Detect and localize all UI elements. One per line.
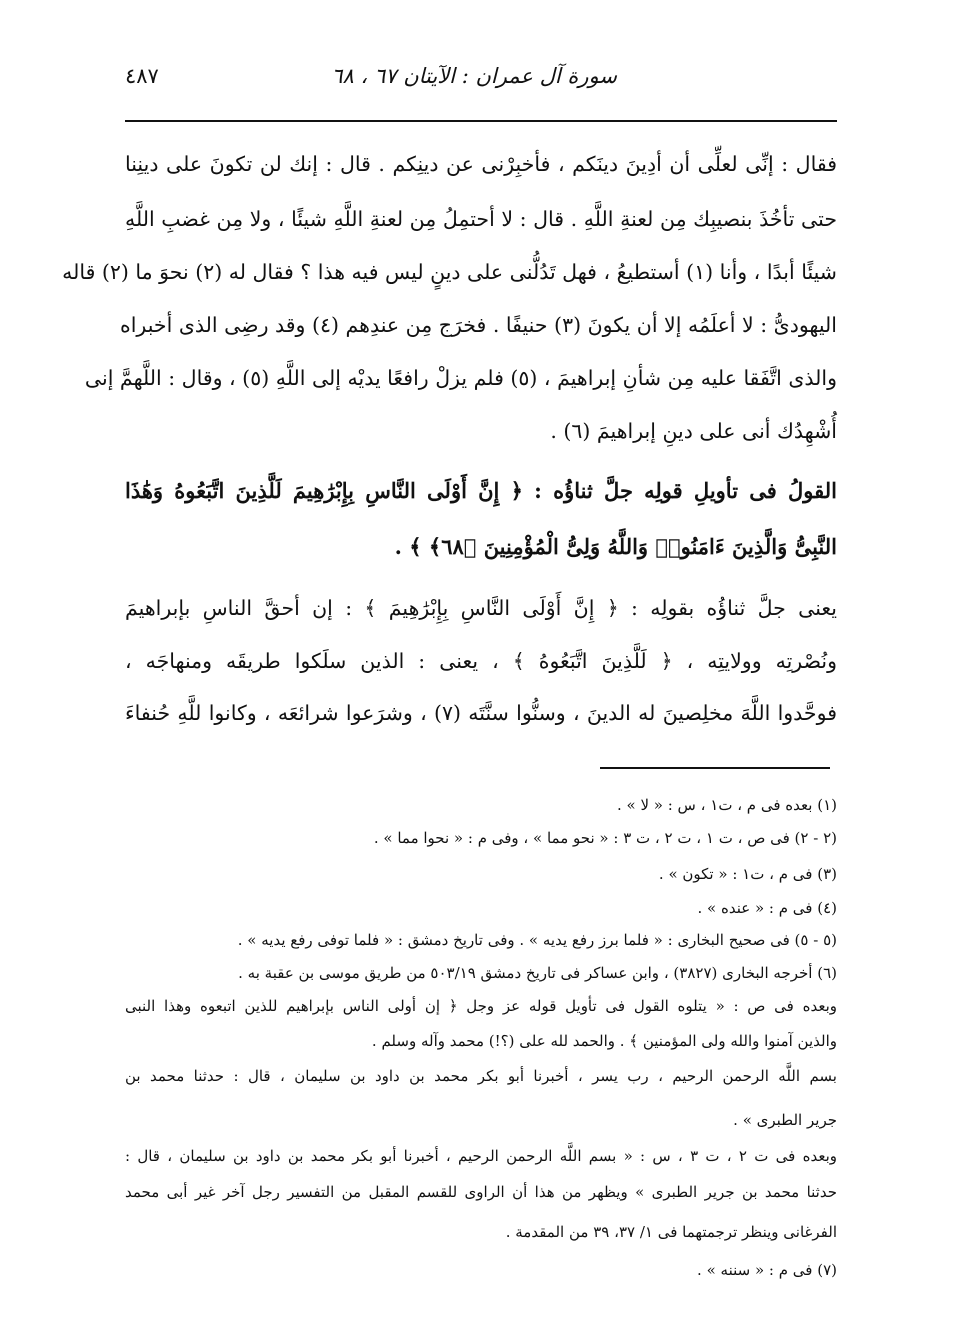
footnote-continuation: حدثنا محمد بن جرير الطبرى » ويظهر من هذا أن الراوى للقسم المقبل من التفسير رجل آخر غير أبى محمد xyxy=(125,1183,837,1201)
header-divider xyxy=(125,120,837,122)
footnote-continuation: وبعده فى ت ٢ ، ت ٣ ، س : « بسم اللَّه الرحمن الرحيم ، أخبرنا أبو بكر محمد بن داود بن سليمان ، قال : xyxy=(125,1147,837,1165)
footnote: (٣) فى م ، ت١ : « تكون » . xyxy=(658,865,837,883)
section-heading-line: القولُ فى تأويلِ قولِه جلَّ ثناؤُه : ﴿ إِنَّ أَوْلَى النَّاسِ بِإِبْرَٰهِيمَ لَلَّذِينَ اتَّبَعُوهُ وَهَٰذَا xyxy=(125,478,837,503)
body-line: اليهودىُّ : لا أعلَمُه إلا أن يكونَ (٣) حنيفًا . فخرَج مِن عندِهم (٤) وقد رضِى الذى أخبراه xyxy=(120,313,837,337)
footnote: (١) بعده فى م ، ت١ ، س : « لا » . xyxy=(616,796,837,814)
footnote-continuation: الفرغانى وينظر ترجمتهما فى ١/ ٣٧، ٣٩ من المقدمة . xyxy=(505,1223,837,1241)
footnote: (٥ - ٥) فى صحيح البخارى : « فلما برز رفع يديه » . وفى تاريخ دمشق : « فلما توفى رفع يديه » . xyxy=(237,931,837,949)
footnote-divider xyxy=(600,767,830,769)
section-heading-line: النَّبِىُّ وَالَّذِينَ ءَامَنُوا۟ وَاللَّهُ وَلِىُّ الْمُؤْمِنِينَ ﴿٦٨﴾ ﴾ . xyxy=(394,534,837,559)
page-header xyxy=(125,58,837,98)
footnote-continuation: والذين آمنوا والله ولى المؤمنين ﴾ . والحمد لله على (؟!) محمد وآله وسلم . xyxy=(371,1032,837,1050)
page-number: ٤٨٧ xyxy=(125,64,159,88)
body-line: أُشْهِدُك أنى على دينِ إبراهيمَ (٦) . xyxy=(550,419,837,443)
footnote: (٤) فى م : « عنده » . xyxy=(697,899,837,917)
body-line: حتى تأخُذَ بنصيبِك مِن لعنةِ اللَّهِ . قال : لا أحتمِلُ مِن لعنةِ اللَّهِ شيئًا ، ولا مِن غضبِ اللَّهِ xyxy=(125,207,837,231)
body-line: ونُصْرتِه وولايتِه ، ﴿ لَلَّذِينَ اتَّبَعُوهُ ﴾ ، يعنى : الذين سلَكوا طريقَه ومنهاجَه ، xyxy=(125,649,837,673)
footnote-continuation: جرير الطبرى » . xyxy=(733,1111,837,1129)
footnote: (٦) أخرجه البخارى (٣٨٢٧) ، وابن عساكر فى تاريخ دمشق ٥٠٣/١٩ من طريق موسى بن عقبة به . xyxy=(238,964,837,982)
body-line: والذى اتَّفَقا عليه مِن شأنِ إبراهيمَ ، (٥) فلم يزلْ رافعًا يديْه إلى اللَّهِ (٥) ، وقال : اللَّهمَّ إنى xyxy=(84,366,837,390)
body-line: شيئًا أبدًا ، وأنا (١) أستطيعُ ، فهل تَدُلُّنى على دينٍ ليس فيه هذا ؟ فقال له (٢) نحوَ ما (٢) قاله xyxy=(62,260,837,284)
body-line: فقال : إنِّى لعلِّى أن أدِينَ دينَكم ، فأخبِرْنى عن دينِكم . قال : إنك لن تكونَ على دينِنا xyxy=(125,152,837,176)
footnote-continuation: بسم اللَّه الرحمن الرحيم ، رب يسر ، أخبرنا أبو بكر محمد بن داود بن سليمان ، قال : حدثنا محمد بن xyxy=(125,1067,837,1085)
body-line: فوحَّدوا اللَّهَ مخلِصينَ له الدينَ ، وسنُّوا سنَّتَه (٧) ، وشرَعوا شرائعَه ، وكانوا للَّهِ حُنفاءَ xyxy=(125,701,837,725)
running-title: سورة آل عمران : الآيتان ٦٧ ، ٦٨ xyxy=(331,64,617,88)
footnote: (٧) فى م : « سننه » . xyxy=(697,1261,837,1279)
body-line: يعنى جلَّ ثناؤُه بقولِه : ﴿ إِنَّ أَوْلَى النَّاسِ بِإِبْرَٰهِيمَ ﴾ : إن أحقَّ الناسِ بإبراهيمَ xyxy=(125,596,837,620)
footnote-continuation: وبعده فى ص : « يتلوه القول فى تأويل قوله عز وجل ﴿ إن أولى الناس بإبراهيم للذين اتبعوه وهذا النبى xyxy=(125,997,837,1015)
footnote: (٢ - ٢) فى ص ، ت ١ ، ت ٢ ، ت ٣ : « نحو مما » ، وفى م : « نحوا مما » . xyxy=(373,829,837,847)
